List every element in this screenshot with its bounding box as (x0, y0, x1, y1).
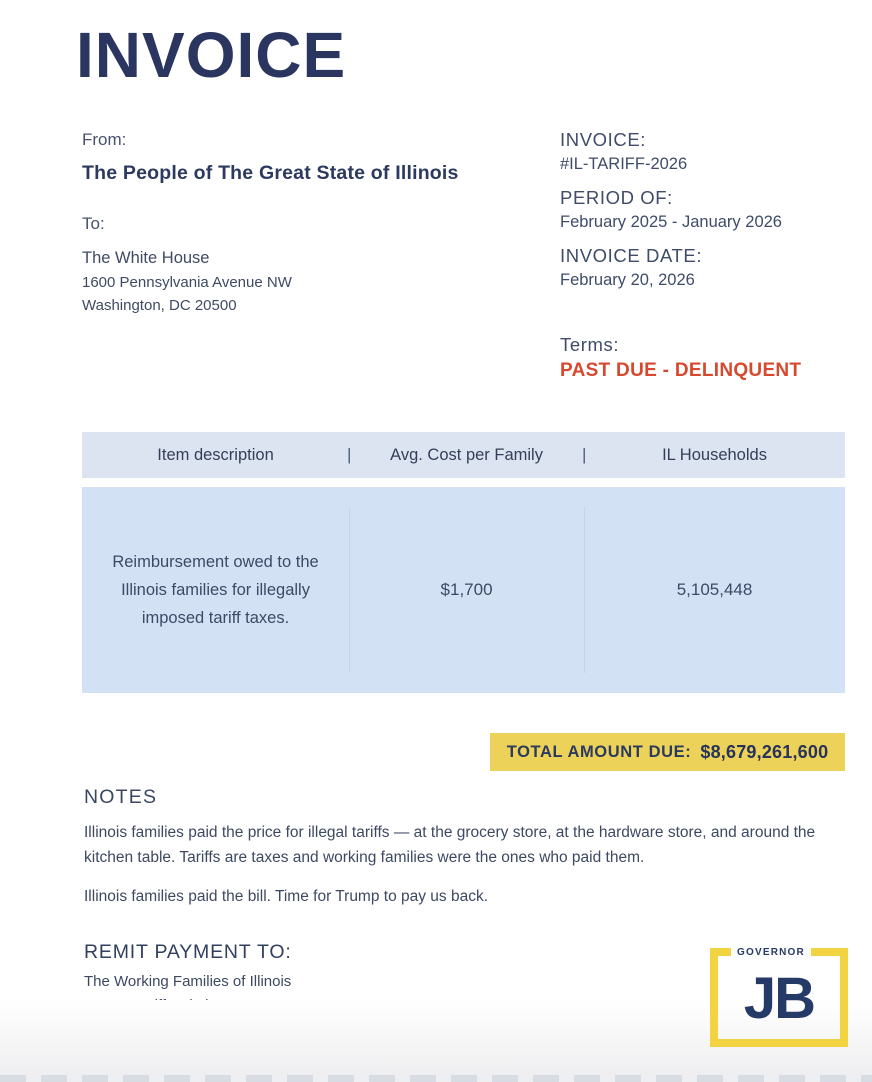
period-group (560, 187, 850, 232)
to-address-line2: Washington, DC 20500 (82, 297, 237, 314)
notes-paragraph-1: Illinois families paid the price for illegal tariffs — at the grocery store, at the hardware store, and around the kitchen table. Tariffs are taxes and working families were the ones who paid them. (84, 824, 816, 866)
page-title: INVOICE (76, 19, 347, 91)
invoice-number-group (560, 129, 850, 174)
invoice-number-value: #IL-TARIFF-2026 (560, 155, 688, 173)
notes-heading: NOTES (84, 786, 158, 808)
terms-label: Terms: (560, 334, 620, 355)
invoice-date-group (560, 245, 850, 290)
governor-logo-label: GOVERNOR (731, 946, 811, 959)
remit-payment-heading: REMIT PAYMENT TO: (84, 941, 292, 963)
column-header-il-households: IL Households (662, 445, 767, 464)
terms-group (560, 334, 850, 382)
to-address-line1: 1600 Pennsylvania Avenue NW (82, 274, 292, 291)
total-amount-due-label: TOTAL AMOUNT DUE: (506, 742, 692, 761)
perforation-edge (0, 1075, 872, 1082)
cell-avg-cost (349, 487, 584, 693)
invoice-meta (560, 129, 850, 395)
terms-status-badge: PAST DUE - DELINQUENT (560, 360, 802, 381)
invoice-number-label: INVOICE: (560, 129, 647, 150)
il-households-value: 5,105,448 (676, 580, 753, 599)
cell-il-households (584, 487, 845, 693)
invoice-date-value: February 20, 2026 (560, 271, 695, 289)
total-amount-due-value: $8,679,261,600 (700, 741, 829, 762)
item-description-text: Reimbursement owed to the Illinois families for illegally imposed tariff taxes. (112, 553, 319, 627)
jb-logo-initials: JB (743, 966, 815, 1031)
governor-jb-logo (710, 948, 848, 1047)
period-label: PERIOD OF: (560, 187, 673, 208)
column-header-item-description: Item description (157, 445, 274, 464)
column-header-avg-cost: Avg. Cost per Family (390, 445, 543, 464)
invoice-date-label: INVOICE DATE: (560, 245, 703, 266)
to-name: The White House (82, 249, 210, 267)
table-header-row: Item description | Avg. Cost per Family | IL Households (82, 432, 845, 478)
remit-payee: The Working Families of Illinois (84, 973, 292, 990)
notes-paragraph-2: Illinois families paid the bill. Time for Trump to pay us back. (84, 888, 489, 905)
cell-item-description (82, 487, 349, 693)
total-amount-due-bar (490, 733, 845, 771)
period-value: February 2025 - January 2026 (560, 213, 782, 231)
from-name: The People of The Great State of Illinois (82, 162, 459, 184)
table-row (82, 487, 845, 693)
avg-cost-value: $1,700 (440, 580, 493, 599)
to-label: To: (82, 214, 105, 233)
from-label: From: (82, 130, 127, 149)
